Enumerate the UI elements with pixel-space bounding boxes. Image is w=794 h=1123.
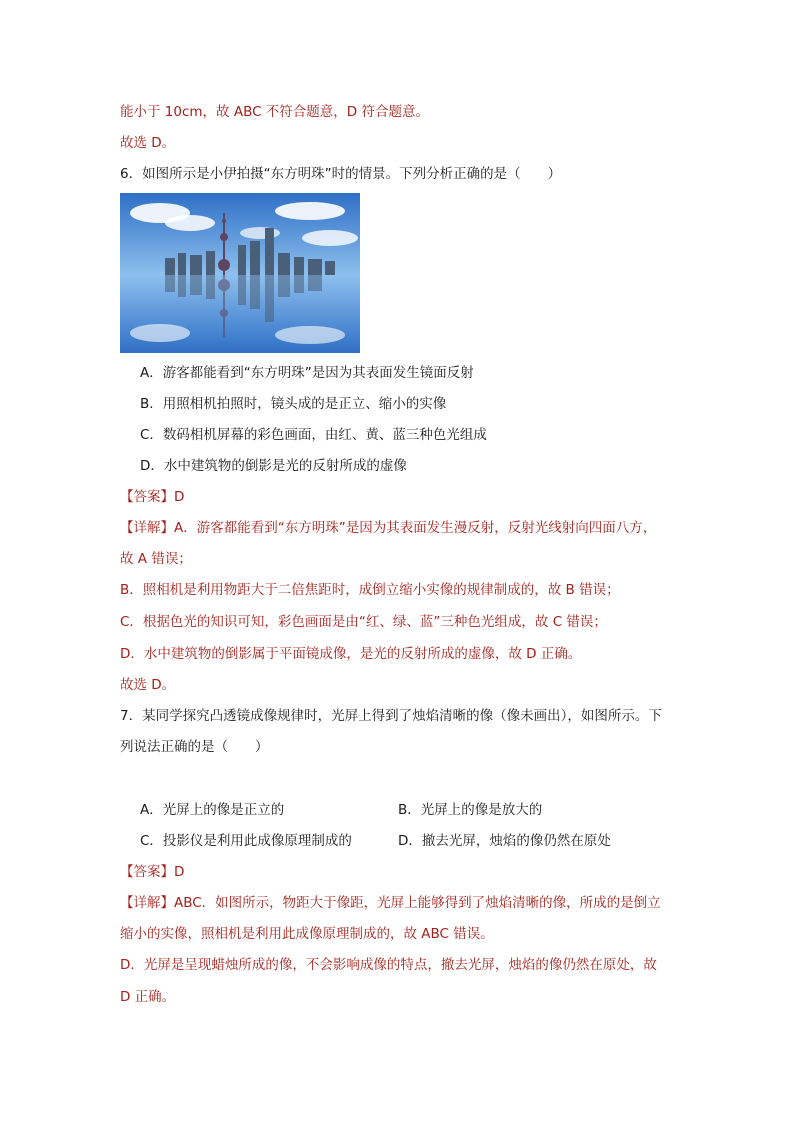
q6-answer: 【答案】D — [120, 489, 185, 505]
q6-detail-line: 故 A 错误； — [120, 551, 192, 567]
q7-option-d: D．撤去光屏，烛焰的像仍然在原处 — [398, 833, 611, 849]
q7-option-a: A．光屏上的像是正立的 — [140, 802, 285, 818]
q7-detail-line: 缩小的实像，照相机是利用此成像原理制成的，故 ABC 错误。 — [120, 926, 494, 942]
q7-option-b: B．光屏上的像是放大的 — [398, 802, 543, 818]
q5-tail-line: 能小于 10cm，故 ABC 不符合题意，D 符合题意。 — [120, 104, 429, 120]
q6-detail-line: B．照相机是利用物距大于二倍焦距时，成倒立缩小实像的规律制成的，故 B 错误； — [120, 582, 620, 598]
q6-option-d: D．水中建筑物的倒影是光的反射所成的虚像 — [140, 458, 407, 474]
q7-answer: 【答案】D — [120, 864, 185, 880]
oriental-pearl-photo — [120, 193, 360, 353]
q6-option-c: C．数码相机屏幕的彩色画面，由红、黄、蓝三种色光组成 — [140, 427, 487, 443]
q7-option-c: C．投影仪是利用此成像原理制成的 — [140, 833, 352, 849]
q6-option-a: A．游客都能看到“东方明珠”是因为其表面发生镜面反射 — [140, 365, 474, 381]
q6-choose: 故选 D。 — [120, 677, 176, 693]
q6-stem: 6．如图所示是小伊拍摄“东方明珠”时的情景。下列分析正确的是（ ） — [120, 166, 562, 182]
q7-detail-line: 【详解】ABC．如图所示，物距大于像距，光屏上能够得到了烛焰清晰的像，所成的是倒立 — [120, 895, 661, 911]
q6-detail-line: D．水中建筑物的倒影属于平面镜成像，是光的反射所成的虚像，故 D 正确。 — [120, 646, 582, 662]
q7-detail-line: D．光屏是呈现蜡烛所成的像，不会影响成像的特点，撤去光屏，烛焰的像仍然在原处，故 — [120, 957, 657, 973]
q7-stem: 列说法正确的是（ ） — [120, 739, 269, 755]
q6-detail-line: 【详解】A．游客都能看到“东方明珠”是因为其表面发生漫反射，反射光线射向四面八方， — [120, 520, 657, 536]
q5-choose: 故选 D。 — [120, 135, 176, 151]
q7-stem: 7．某同学探究凸透镜成像规律时，光屏上得到了烛焰清晰的像（像未画出），如图所示。下 — [120, 708, 662, 724]
q6-option-b: B．用照相机拍照时，镜头成的是正立、缩小的实像 — [140, 396, 447, 412]
q7-detail-line: D 正确。 — [120, 989, 176, 1005]
q6-detail-line: C．根据色光的知识可知，彩色画面是由“红、绿、蓝”三种色光组成，故 C 错误； — [120, 614, 607, 630]
